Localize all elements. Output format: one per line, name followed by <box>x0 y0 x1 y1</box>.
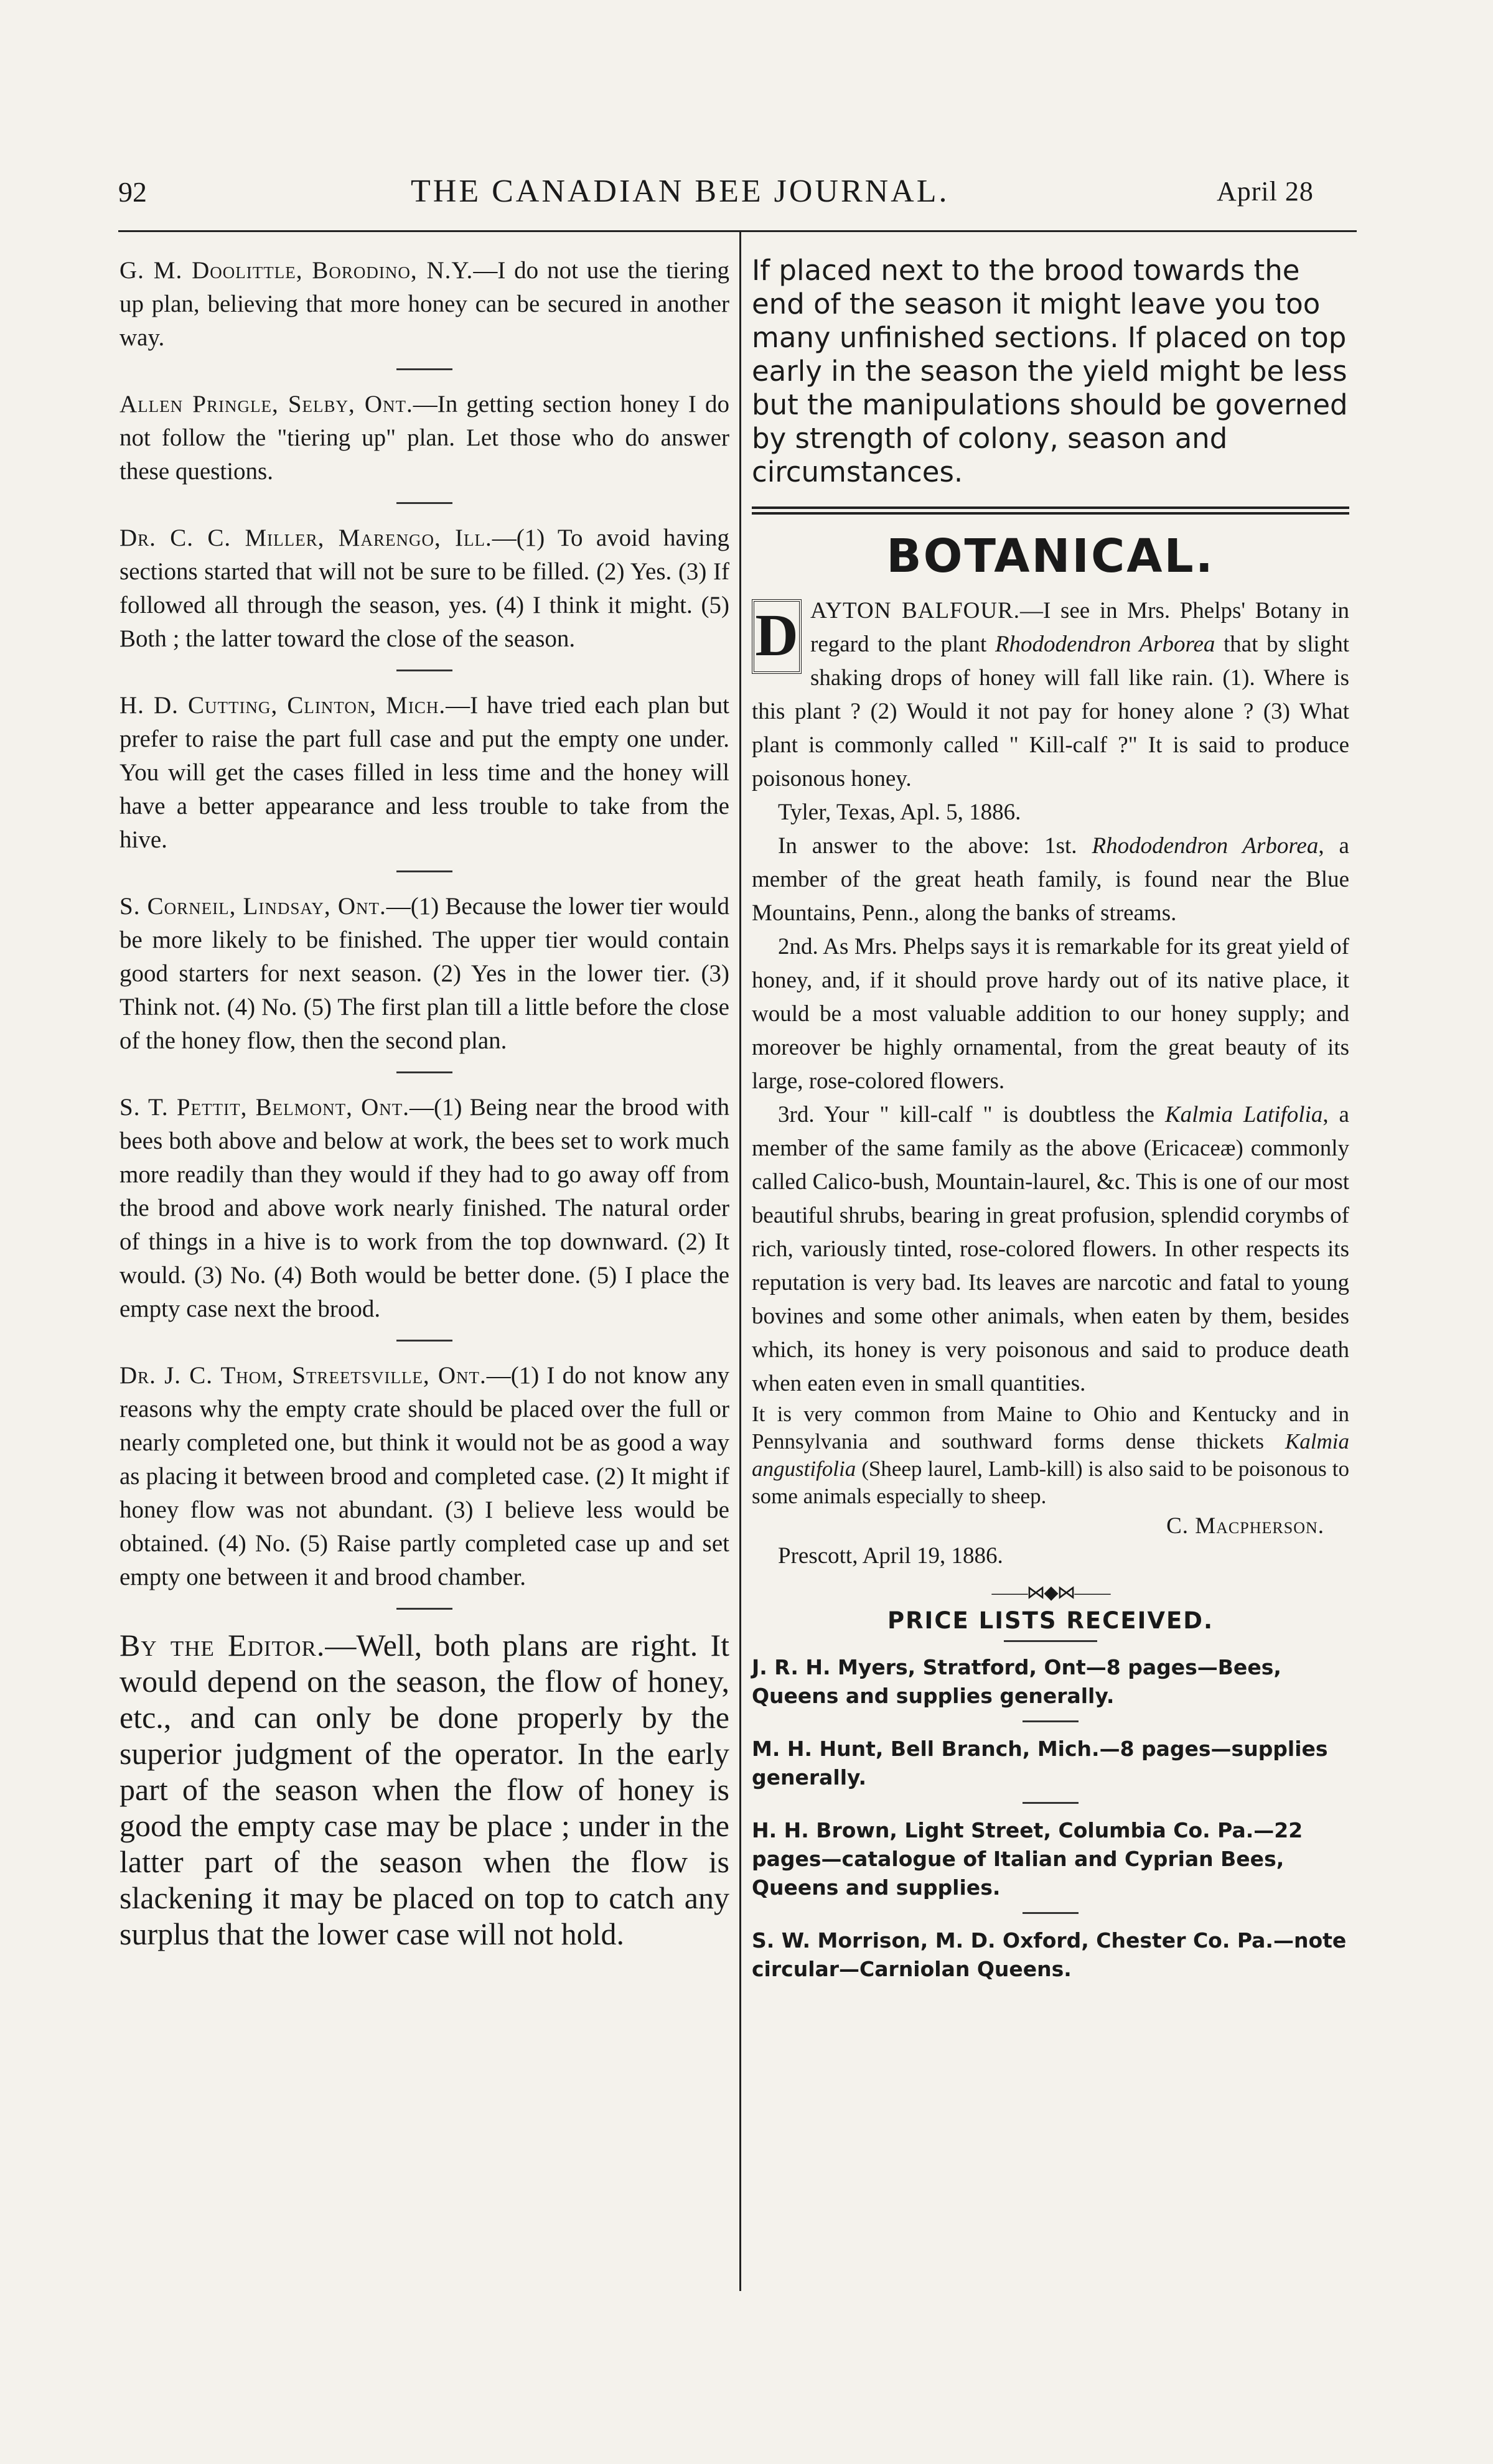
answer-entry <box>119 254 729 355</box>
price-list-item: M. H. Hunt, Bell Branch, Mich.—8 pages—supplies generally. <box>752 1737 1328 1790</box>
separator <box>396 368 452 370</box>
plant-name: Kalmia Latifolia <box>1165 1102 1323 1127</box>
separator <box>396 1340 452 1342</box>
answer-entry <box>119 689 729 857</box>
respondent-name: G. M. Doolittle, Borodino, N.Y. <box>119 257 474 284</box>
running-date: April 28 <box>1217 176 1314 207</box>
signature: C. Macpherson. <box>1166 1513 1324 1539</box>
answer-entry <box>119 890 729 1058</box>
answer-entry <box>119 521 729 656</box>
answer-text: —(1) Being near the brood with bees both above and below at work, the bees set to work much more readily than they would if they had to go away off from the brood and above work nearly finished. The natural order of things in a hive is to work from the top downward. (2) It would. (3) No. (4) Both would be better done. (5) I place the empty case next the brood. <box>119 1094 729 1322</box>
answer-text: (Sheep laurel, Lamb-kill) is also said to be poisonous to some animals especially to sheep. <box>752 1457 1349 1508</box>
continued-answer: If placed next to the brood towards the end of the season it might leave you too many unfinished sections. If placed on top early in the season the yield might be less but the manipulations should be governed by strength of colony, season and circumstances. <box>752 254 1348 488</box>
query-text: —I see in Mrs. Phelps' Botany in regard to the plant <box>810 598 1349 657</box>
answer-text: —I have tried each plan but prefer to raise the part full case and put the empty one under. You will get the cases filled in less time and the honey will have a better appearance and less trouble to take from the hive. <box>119 692 729 853</box>
separator <box>396 502 452 504</box>
right-column <box>752 254 1349 1984</box>
price-list-item: H. H. Brown, Light Street, Columbia Co. Pa.—22 pages—catalogue of Italian and Cyprian Bees, Queens and supplies. <box>752 1818 1303 1900</box>
price-lists-title: PRICE LISTS RECEIVED. <box>887 1607 1214 1634</box>
answer-text: —(1) To avoid having sections started that will not be sure to be filled. (2) Yes. (3) If followed all through the season, yes. (4) I think it might. (5) Both ; the latter toward the close of the season. <box>119 525 730 652</box>
answer-dateline: Prescott, April 19, 1886. <box>778 1543 1003 1569</box>
column-divider <box>739 231 741 2291</box>
separator <box>1004 1640 1097 1642</box>
answer-entry <box>119 1359 729 1594</box>
answer-text: —(1) Because the lower tier would be more likely to be finished. The upper tier would contain good starters for next season. (2) Yes in the lower tier. (3) Think not. (4) No. (5) The first plan till a little before the close of the honey flow, then the second plan. <box>119 893 729 1054</box>
answer-paragraph <box>752 1098 1349 1401</box>
answer-text: 3rd. Your " kill-calf " is doubtless the <box>778 1102 1165 1127</box>
section-rule <box>752 506 1349 515</box>
left-column <box>119 254 729 1952</box>
respondent-name: H. D. Cutting, Clinton, Mich. <box>119 692 446 719</box>
answer-text: In answer to the above: 1st. <box>778 833 1092 859</box>
query-dateline: Tyler, Texas, Apl. 5, 1886. <box>778 800 1021 825</box>
answer-text: —I do not use the tiering up plan, believing that more honey can be secured in another way. <box>119 257 729 351</box>
query-paragraph <box>752 594 1349 796</box>
editor-text: —Well, both plans are right. It would depend on the season, the flow of honey, etc., and can only be done properly by the superior judgment of the operator. In the early part of the season when the flow of honey is good the empty case may be place ; under in the latter part of the season when the flow is slackening it may be placed on top to catch any surplus that the lower case will not hold. <box>119 1628 729 1951</box>
respondent-name: Allen Pringle, Selby, Ont. <box>119 391 413 418</box>
price-list-item: J. R. H. Myers, Stratford, Ont—8 pages—Bees, Queens and supplies generally. <box>752 1655 1281 1708</box>
answer-entry <box>119 388 729 488</box>
header-rule <box>118 230 1357 232</box>
respondent-name: Dr. C. C. Miller, Marengo, Ill. <box>119 525 492 551</box>
answer-paragraph: 2nd. As Mrs. Phelps says it is remarkable for its great yield of honey, and, if it should prove hardy out of its native place, it would be a most valuable addition to our honey supply; and moreover be highly ornamental, from the great beauty of its large, rose-colored flowers. <box>752 934 1349 1094</box>
respondent-name: Dr. J. C. Thom, Streetsville, Ont. <box>119 1362 487 1389</box>
page-number: 92 <box>118 176 147 208</box>
separator <box>1023 1802 1079 1804</box>
query-author: AYTON BALFOUR. <box>810 598 1020 623</box>
editor-label: By the Editor. <box>119 1628 325 1663</box>
separator <box>396 1608 452 1610</box>
answer-text: , a member of the same family as the above (Ericaceæ) commonly called Calico-bush, Mountain-laurel, &c. This is one of our most beautiful shrubs, bearing in great profusion, splendid corymbs of rich, variously tinted, rose-colored flowers. In other respects its reputation is very bad. Its leaves are narcotic and fatal to young bovines and some other animals, when eaten by them, besides which, its honey is very poisonous and said to produce death when eaten even in small quantities. <box>752 1102 1349 1396</box>
section-title: BOTANICAL. <box>886 530 1215 583</box>
answer-paragraph-small <box>752 1401 1349 1510</box>
editor-note <box>119 1627 729 1952</box>
plant-name: Rhododendron Arborea <box>1092 833 1319 859</box>
separator <box>396 1071 452 1073</box>
ornament-divider: ——⋈◆⋈—— <box>991 1582 1110 1603</box>
respondent-name: S. T. Pettit, Belmont, Ont. <box>119 1094 410 1121</box>
plant-name: Kalmia angustifolia <box>752 1429 1349 1481</box>
answer-entry <box>119 1091 729 1326</box>
answer-text: It is very common from Maine to Ohio and Kentucky and in Pennsylvania and southward forms dense thickets <box>752 1402 1349 1454</box>
running-title: THE CANADIAN BEE JOURNAL. <box>411 174 950 209</box>
separator <box>1023 1720 1079 1722</box>
answer-text: , a member of the great heath family, is found near the Blue Mountains, Penn., along the banks of streams. <box>752 833 1349 926</box>
answer-paragraph <box>752 829 1349 930</box>
separator <box>1023 1912 1079 1914</box>
answer-text: —(1) I do not know any reasons why the empty crate should be placed over the full or nearly completed one, but think it would not be as good a way as placing it between brood and completed case. (2) It might if honey flow was not abundant. (3) I believe less would be obtained. (4) No. (5) Raise partly completed case up and set empty one between it and brood chamber. <box>119 1362 729 1590</box>
price-list-item: S. W. Morrison, M. D. Oxford, Chester Co. Pa.—note circular—Carniolan Queens. <box>752 1928 1347 1981</box>
query-text: that by slight shaking drops of honey will fall like rain. (1). Where is this plant ? (2) Would it not pay for honey alone ? (3) What plant is commonly called " Kill-calf ?" It is said to produce poisonous honey. <box>752 632 1349 791</box>
separator <box>396 670 452 671</box>
respondent-name: S. Corneil, Lindsay, Ont. <box>119 893 386 920</box>
drop-cap: D <box>752 599 802 674</box>
plant-name: Rhododendron Arborea <box>995 632 1215 657</box>
answer-text: —In getting section honey I do not follow the "tiering up" plan. Let those who do answer these questions. <box>119 391 730 485</box>
separator <box>396 870 452 872</box>
